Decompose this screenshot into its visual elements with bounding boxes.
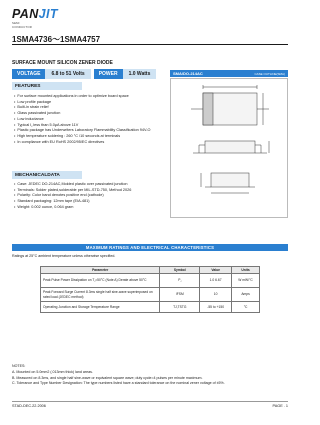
logo-sub-1: SEMI	[12, 21, 20, 25]
package-code: CASE OUTLINE(SMA)	[254, 71, 285, 76]
footer-divider	[12, 401, 288, 402]
mechanical-heading: MECHANICALDATA	[12, 171, 82, 179]
package-outline-drawing	[170, 78, 288, 218]
logo-subtitle	[12, 21, 58, 29]
cell-value: 1.0 6.67	[200, 274, 232, 288]
power-value: 1.0 Watts	[123, 69, 157, 79]
table-row	[41, 288, 260, 302]
voltage-label: VOLTAGE	[12, 69, 45, 79]
mechanical-item: • Terminals: Solder plated,solderable per MIL-STD-750, Method 2026	[14, 188, 164, 194]
package-header	[170, 70, 288, 77]
cell-symbol: IFSM	[160, 288, 200, 302]
table-row	[41, 302, 260, 313]
panjit-logo	[12, 8, 58, 29]
feature-item: • For surface mounted applications in order to optimize board space	[14, 94, 164, 100]
product-description: SURFACE MOUNT SILICON ZENER DIODE	[12, 60, 113, 66]
page-number: PAGE . 1	[272, 404, 288, 408]
outline-drawing-svg	[171, 79, 289, 219]
mechanical-item: • Weight: 0.002 ounce, 0.064 gram	[14, 205, 164, 211]
feature-item: • Glass passivated junction	[14, 111, 164, 117]
power-label: POWER	[94, 69, 123, 79]
package-name: SMA/DO-214AC	[173, 71, 203, 76]
feature-item: • Low inductance	[14, 117, 164, 123]
feature-item: • Typical I⁁ less than 5.0μA above 11V	[14, 123, 164, 129]
feature-item: • High temperature soldering : 260 °C /10 seconds at terminals	[14, 134, 164, 140]
title-divider	[12, 44, 288, 45]
cell-symbol: TJ,TSTG	[160, 302, 200, 313]
mechanical-list	[14, 182, 164, 211]
notes-title: NOTES:	[12, 364, 26, 368]
cell-parameter: Peak Pulse Power Dissipation on T⁁=50°C (Note A) Derate above 50°C	[41, 274, 160, 288]
col-units: Units	[232, 267, 260, 274]
table-row	[41, 274, 260, 288]
logo-word-a: PAN	[12, 7, 39, 21]
feature-item: • Built-in strain relief	[14, 105, 164, 111]
col-parameter: Parameter	[41, 267, 160, 274]
spec-pills	[12, 69, 156, 79]
features-list	[14, 94, 164, 145]
logo-word-b: JIT	[38, 7, 58, 21]
table-header-row	[41, 267, 260, 274]
notes-section	[12, 364, 288, 387]
cell-units: W mW/°C	[232, 274, 260, 288]
ratings-note: Ratings at 25°C ambient temperature unless otherwise specified.	[12, 254, 116, 258]
mechanical-item: • Case: JEDEC DO-214AC,Molded plastic over passivated junction	[14, 182, 164, 188]
ratings-heading: MAXIMUM RATINGS AND ELECTRICAL CHARACTERISTICS	[12, 244, 288, 251]
cell-units: °C	[232, 302, 260, 313]
feature-item: • Plastic package has Underwriters Laboratory Flammability Classification 94V-O	[14, 128, 164, 134]
cell-value: 10	[200, 288, 232, 302]
mechanical-item: • Polarity: Color band denotes positive end (cathode)	[14, 193, 164, 199]
logo-sub-2: CONDUCTOR	[12, 25, 32, 29]
cell-parameter: Operating Junction and Storage Temperature Range	[41, 302, 160, 313]
note-item: B. Measured on 8.3ms, and single half sine-wave or equivalent square wave; duty cycle=4 pulses per minute maximum.	[12, 375, 203, 380]
feature-item: • In compliance with EU RoHS 2002/95/EC directives	[14, 140, 164, 146]
ratings-table	[40, 266, 260, 313]
feature-item: • Low profile package	[14, 100, 164, 106]
part-range-title: 1SMA4736～1SMA4757	[12, 35, 101, 44]
logo-wordmark	[12, 8, 58, 20]
document-code: STAD-DEC.22.2006	[12, 404, 46, 408]
note-item: A. Mounted on 5.0mm2 (.013mm thick) land areas.	[12, 369, 93, 374]
col-symbol: Symbol	[160, 267, 200, 274]
features-heading: FEATURES	[12, 82, 82, 90]
note-item: C. Tolerance and Type Number Designation: The type numbers listed have a standard tolerance on the nominal zener voltage of ±5%.	[12, 381, 225, 386]
cell-parameter: Peak Forward Surge Current 8.3ms single half sine-wave superimposed on rated load (JEDEC method)	[41, 288, 160, 302]
col-value: Value	[200, 267, 232, 274]
mechanical-item: • Standard packaging: 12mm tape (EIA-481)	[14, 199, 164, 205]
footer	[12, 404, 288, 408]
cell-units: Amps	[232, 288, 260, 302]
voltage-value: 6.8 to 51 Volts	[45, 69, 90, 79]
cell-value: -55 to +150	[200, 302, 232, 313]
cell-symbol: P⁁	[160, 274, 200, 288]
